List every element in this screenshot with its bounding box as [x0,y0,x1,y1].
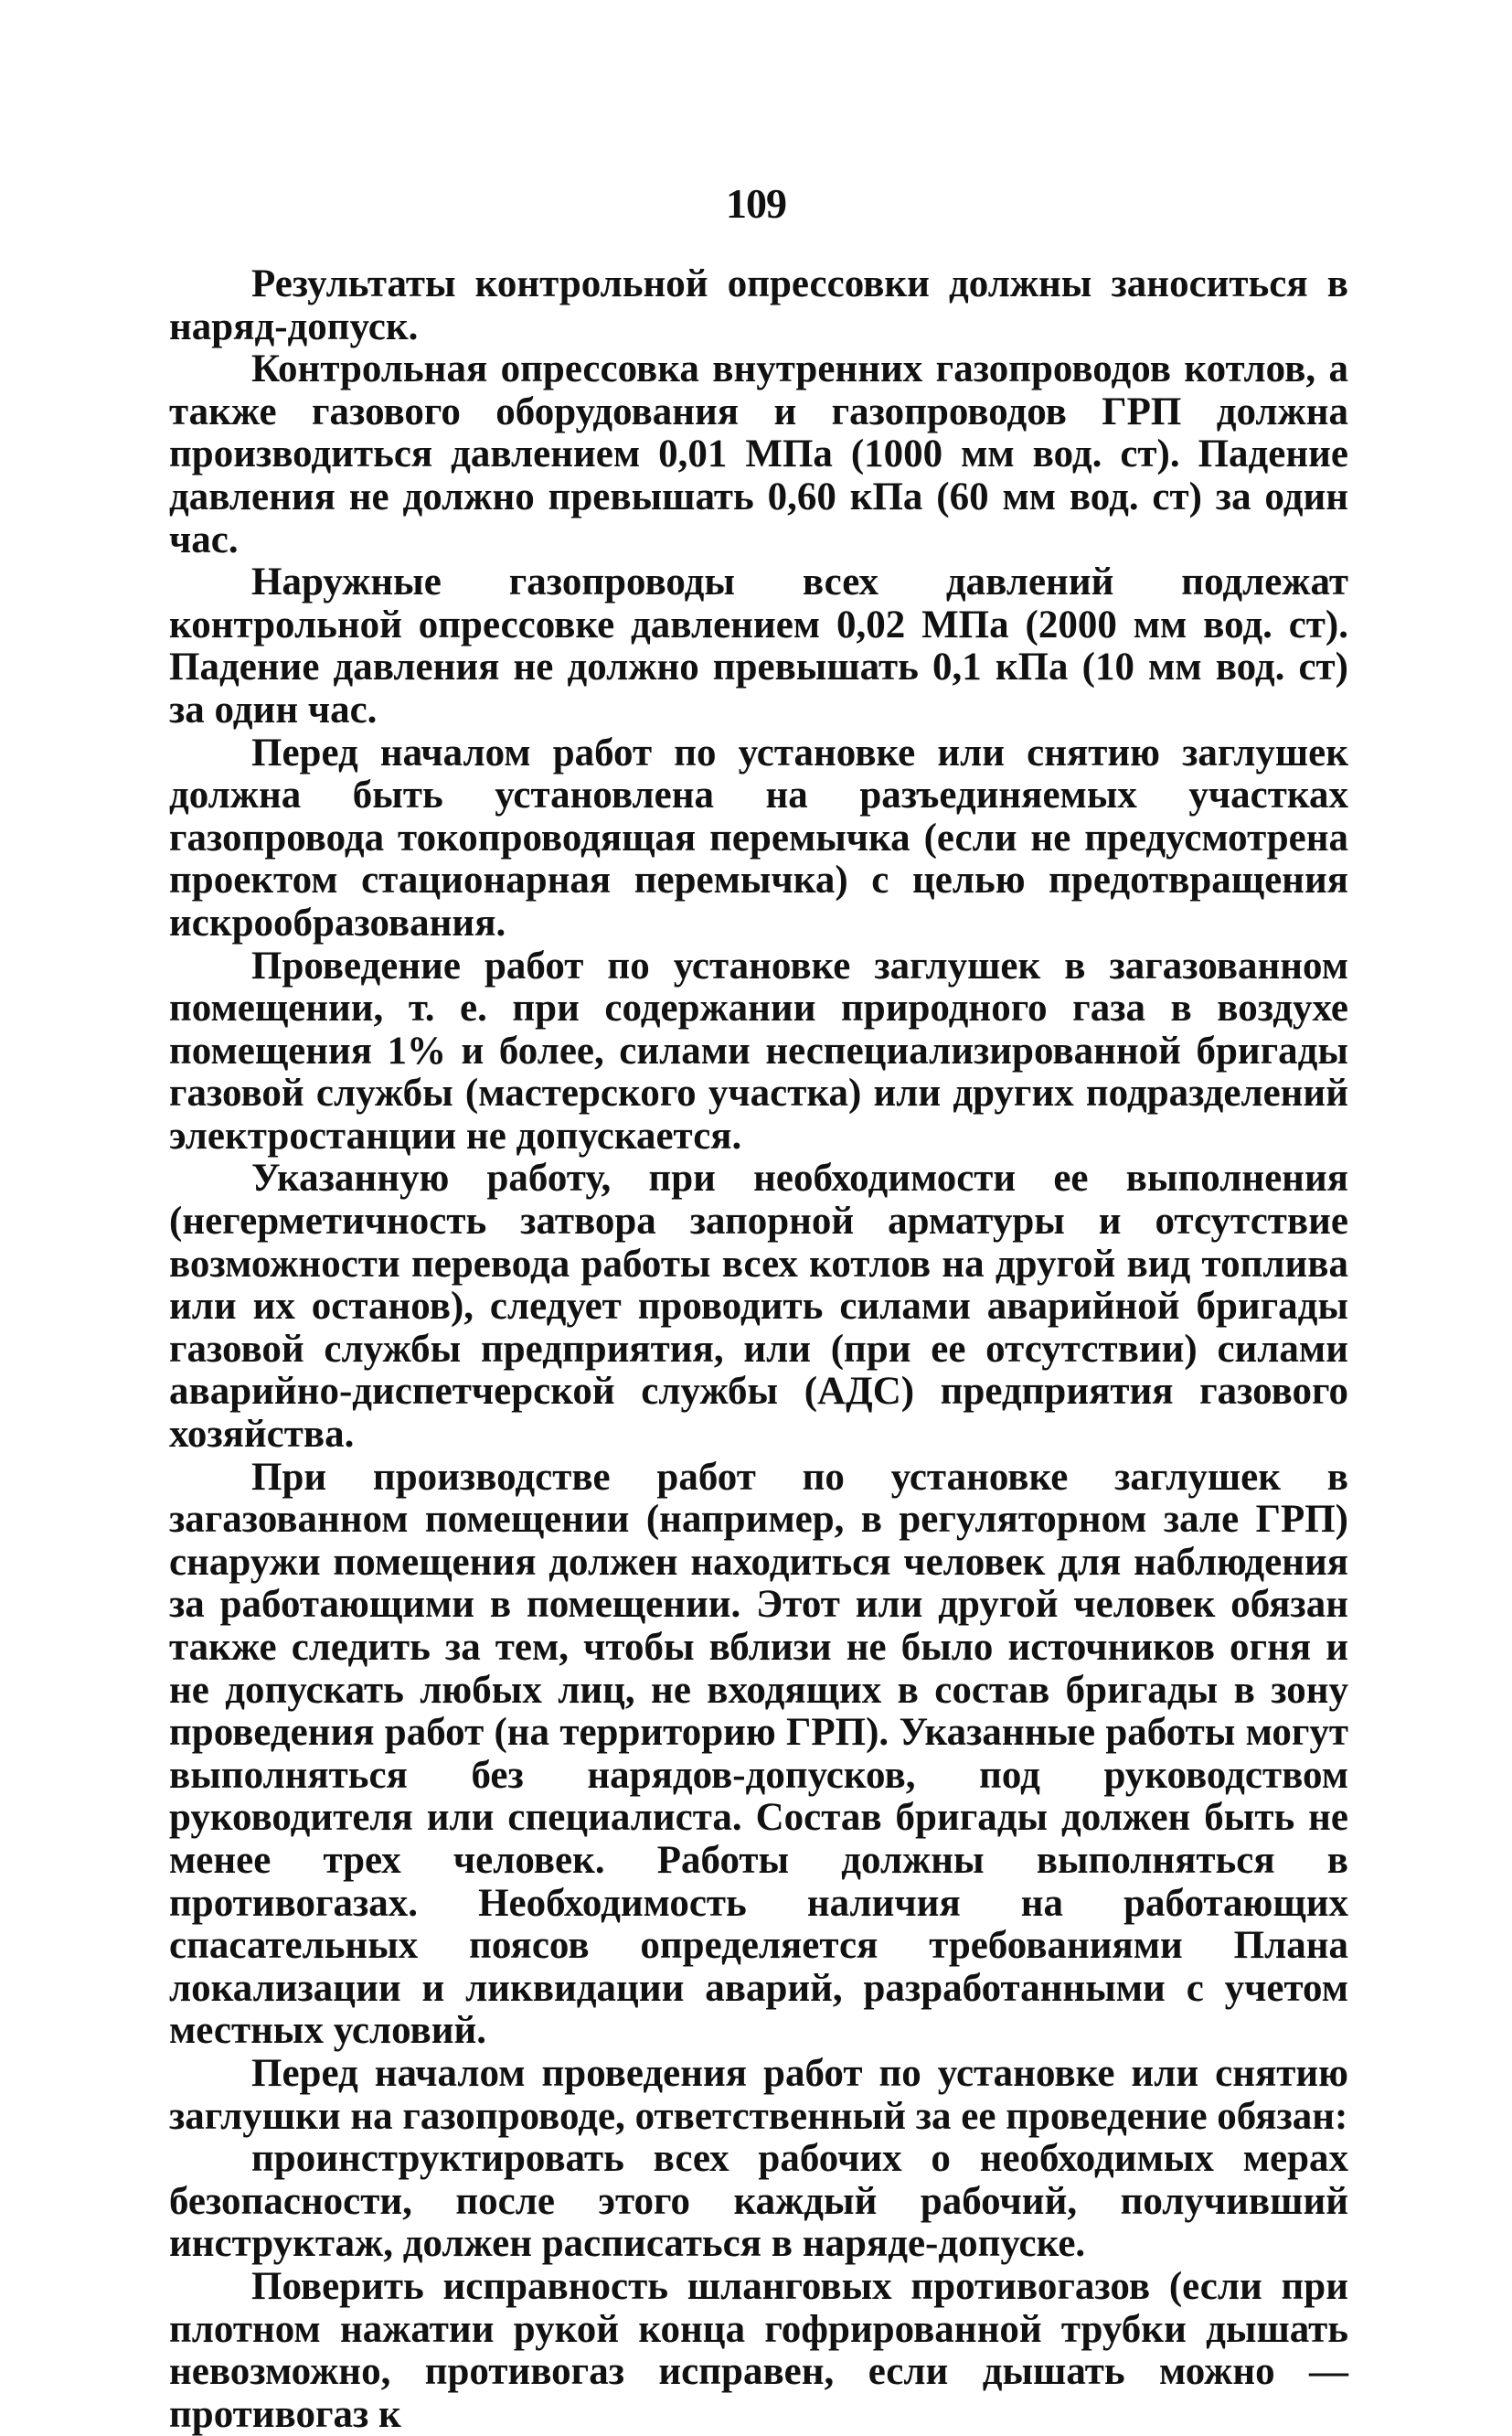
paragraph: Перед началом работ по установке или снятию заглушек должна быть установлена на разъединяемых участках газопровода токопроводящая перемычка (если не предусмотрена проектом стационарная перемычка) с целью предотвращения искрообразования. [169,731,1348,945]
paragraph: Проведение работ по установке заглушек в загазованном помещении, т. е. при содержании природного газа в воздухе помещения 1% и более, силами неспециализированной бригады газовой службы (мастерского участка) или других подразделений электростанции не допускается. [169,944,1348,1158]
body-text [169,263,1348,2436]
paragraph: Результаты контрольной опрессовки должны заноситься в наряд-допуск. [169,262,1348,348]
page-number: 109 [726,180,786,227]
paragraph: При производстве работ по установке заглушек в загазованном помещении (например, в регуляторном зале ГРП) снаружи помещения должен находиться человек для наблюдения за работающими в помещении. Этот или другой человек обязан также следить за тем, чтобы вблизи не было источников огня и не допускать любых лиц, не входящих в состав бригады в зону проведения работ (на территорию ГРП). Указанные работы могут выполняться без нарядов-допусков, под руководством руководителя или специалиста. Состав бригады должен быть не менее трех человек. Работы должны выполняться в противогазах. Необходимость наличия на работающих спасательных поясов определяется требованиями Плана локализации и ликвидации аварий, разработанными с учетом местных условий. [169,1455,1348,2053]
paragraph: Перед началом проведения работ по установке или снятию заглушки на газопроводе, ответственный за ее проведение обязан: [169,2051,1348,2138]
paragraph: Указанную работу, при необходимости ее выполнения (негерметичность затвора запорной арматуры и отсутствие возможности перевода работы всех котлов на другой вид топлива или их останов), следует проводить силами аварийной бригады газовой службы предприятия, или (при ее отсутствии) силами аварийно-диспетчерской службы (АДС) предприятия газового хозяйства. [169,1157,1348,1457]
paragraph: Поверить исправность шланговых противогазов (если при плотном нажатии рукой конца гофрированной трубки дышать невозможно, противогаз исправен, если дышать можно — противогаз к [169,2264,1348,2436]
paragraph: проинструктировать всех рабочих о необходимых мерах безопасности, после этого каждый рабочий, получивший инструктаж, должен расписаться в наряде-допуске. [169,2137,1348,2266]
paragraph: Контрольная опрессовка внутренних газопроводов котлов, а также газового оборудования и газопроводов ГРП должна производиться давлением 0,01 МПа (1000 мм вод. ст). Падение давления не должно превышать 0,60 кПа (60 мм вод. ст) за один час. [169,347,1348,561]
paragraph: Наружные газопроводы всех давлений подлежат контрольной опрессовке давлением 0,02 МПа (2000 мм вод. ст). Падение давления не должно превышать 0,1 кПа (10 мм вод. ст) за один час. [169,561,1348,732]
